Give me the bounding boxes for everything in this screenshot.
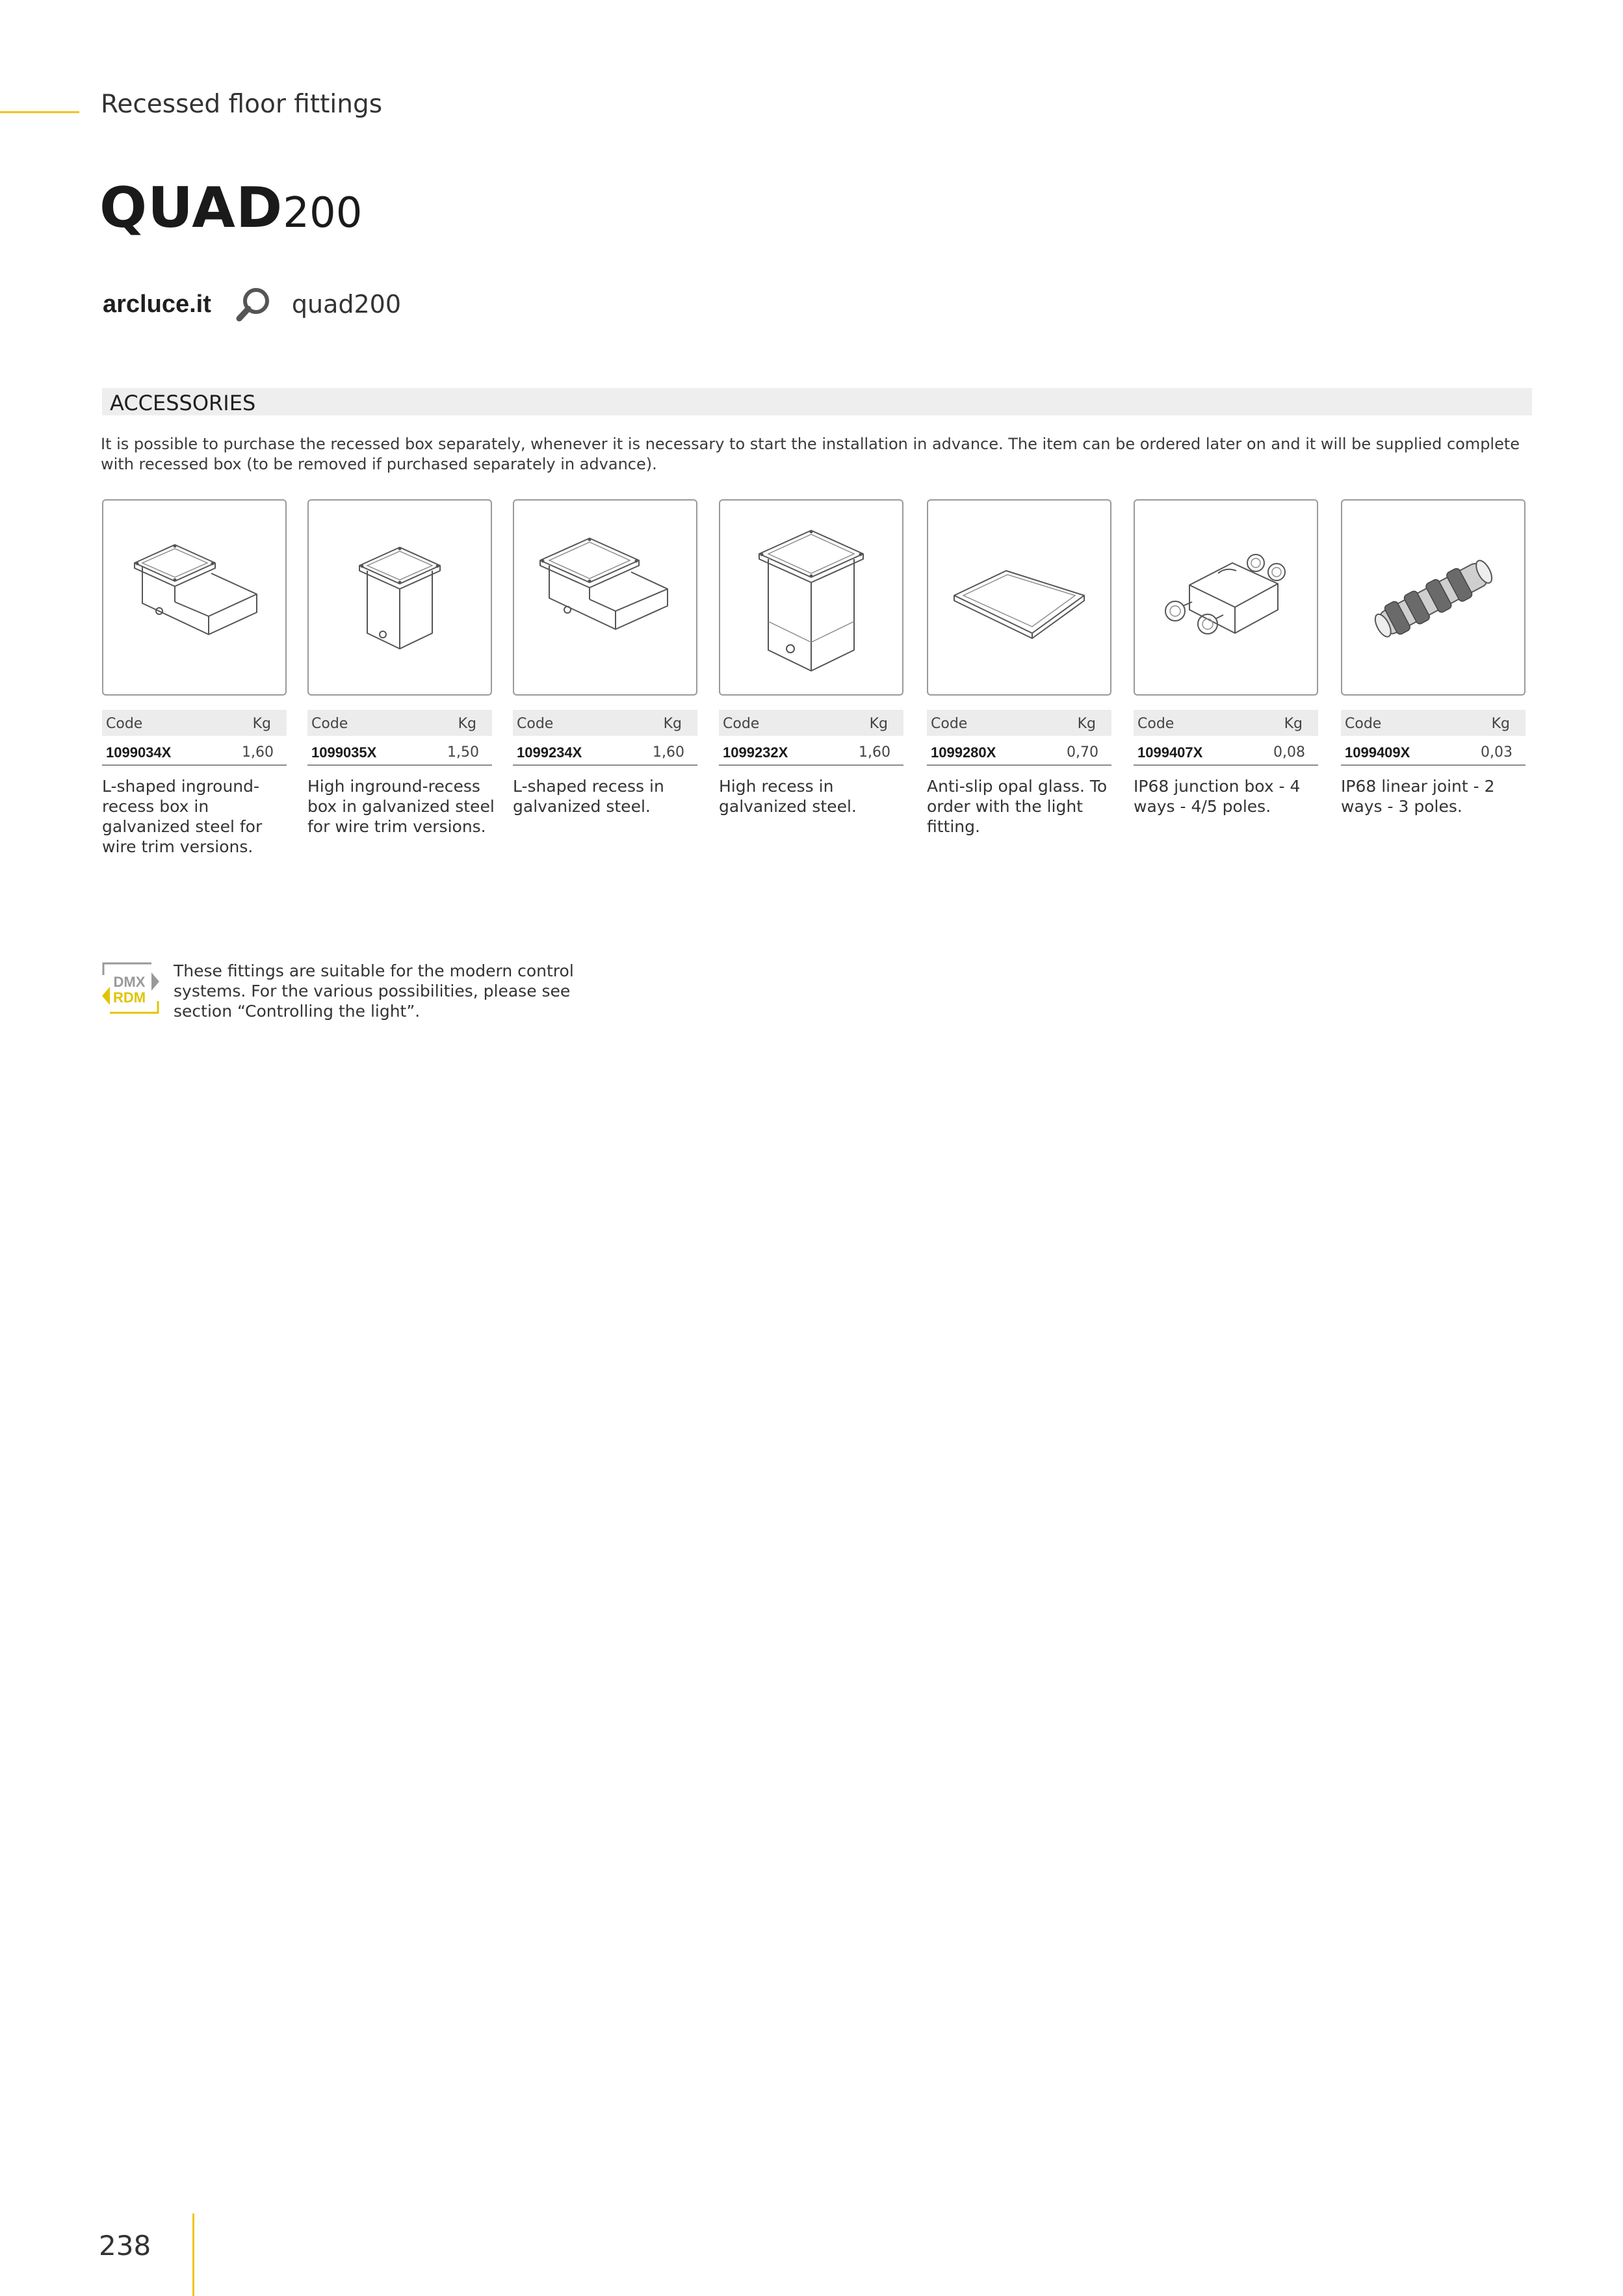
item-weight: 0,70 xyxy=(1067,744,1098,761)
kg-label: Kg xyxy=(663,716,682,732)
linear-joint-icon xyxy=(1342,501,1524,694)
kg-label: Kg xyxy=(252,716,271,732)
code-row xyxy=(102,738,287,766)
accessories-header xyxy=(102,388,1532,415)
item-description: High recess in galvanized steel. xyxy=(719,777,857,816)
item-weight: 1,50 xyxy=(447,744,479,761)
item-code: 1099280X xyxy=(931,744,996,761)
high-recess-icon xyxy=(720,501,902,694)
kg-label: Kg xyxy=(458,716,476,732)
kg-label: Kg xyxy=(1077,716,1096,732)
page-number: 238 xyxy=(99,2230,151,2262)
code-label: Code xyxy=(1137,716,1175,732)
high-box-icon xyxy=(309,501,491,694)
item-code: 1099234X xyxy=(517,744,582,761)
l-shaped-recess-icon xyxy=(514,501,696,694)
glass-plate-icon xyxy=(928,501,1110,694)
code-label: Code xyxy=(723,716,760,732)
item-code: 1099232X xyxy=(723,744,788,761)
kg-label: Kg xyxy=(869,716,888,732)
dmx-label: DMX xyxy=(113,974,146,990)
rdm-label: RDM xyxy=(112,989,146,1006)
code-label: Code xyxy=(311,716,348,732)
code-row xyxy=(927,738,1111,766)
code-row xyxy=(1134,738,1318,766)
accessory-image xyxy=(1341,499,1526,696)
accessory-image xyxy=(102,499,287,696)
code-header xyxy=(307,710,492,736)
item-weight: 1,60 xyxy=(242,744,274,761)
item-description: L-shaped recess in galvanized steel. xyxy=(513,777,664,816)
item-description: IP68 junction box - 4 ways - 4/5 poles. xyxy=(1134,777,1301,816)
code-header xyxy=(513,710,697,736)
dmx-rdm-badge-icon xyxy=(101,961,161,1015)
website-link[interactable]: arcluce.it xyxy=(103,290,211,318)
code-header xyxy=(927,710,1111,736)
kg-label: Kg xyxy=(1284,716,1303,732)
accessory-image xyxy=(513,499,697,696)
accessories-heading: ACCESSORIES xyxy=(110,391,256,415)
accessory-image xyxy=(719,499,903,696)
search-query: quad200 xyxy=(291,290,402,319)
accessory-image xyxy=(1134,499,1318,696)
accessory-image xyxy=(927,499,1111,696)
code-label: Code xyxy=(1345,716,1382,732)
section-title: Recessed floor fittings xyxy=(101,90,383,119)
code-row xyxy=(307,738,492,766)
junction-box-icon xyxy=(1135,501,1317,694)
product-title xyxy=(99,176,362,246)
accessories-intro: It is possible to purchase the recessed box separately, whenever it is necessary to start the installation in advance. The item can be ordered later on and it will be supplied complete with recessed box (to be removed if purchased separately in advance). xyxy=(101,435,1520,473)
code-label: Code xyxy=(931,716,968,732)
code-header xyxy=(102,710,287,736)
product-name-bold: QUAD xyxy=(99,176,283,241)
item-description: Anti-slip opal glass. To order with the light fitting. xyxy=(927,777,1108,836)
item-weight: 0,03 xyxy=(1481,744,1513,761)
item-code: 1099035X xyxy=(311,744,377,761)
website-search-row xyxy=(103,285,401,324)
item-description: IP68 linear joint - 2 ways - 3 poles. xyxy=(1341,777,1495,816)
code-row xyxy=(513,738,697,766)
code-label: Code xyxy=(106,716,143,732)
item-description: L-shaped inground-recess box in galvanized steel for wire trim versions. xyxy=(102,777,263,856)
code-row xyxy=(1341,738,1526,766)
item-code: 1099409X xyxy=(1345,744,1410,761)
dmx-note-text: These fittings are suitable for the modern control systems. For the various possibilities, please see section “Controlling the light”. xyxy=(174,961,574,1021)
section-accent-line xyxy=(0,111,79,113)
item-code: 1099407X xyxy=(1137,744,1203,761)
kg-label: Kg xyxy=(1491,716,1510,732)
code-header xyxy=(1134,710,1318,736)
product-name-light: 200 xyxy=(283,189,363,237)
item-code: 1099034X xyxy=(106,744,172,761)
code-label: Code xyxy=(517,716,554,732)
code-row xyxy=(719,738,903,766)
item-weight: 1,60 xyxy=(653,744,684,761)
footer-accent-line xyxy=(192,2213,194,2296)
item-weight: 1,60 xyxy=(859,744,890,761)
l-shaped-box-icon xyxy=(103,501,285,694)
accessory-image xyxy=(307,499,492,696)
code-header xyxy=(1341,710,1526,736)
item-description: High inground-recess box in galvanized steel for wire trim versions. xyxy=(307,777,495,836)
code-header xyxy=(719,710,903,736)
search-icon xyxy=(235,285,272,323)
item-weight: 0,08 xyxy=(1273,744,1305,761)
